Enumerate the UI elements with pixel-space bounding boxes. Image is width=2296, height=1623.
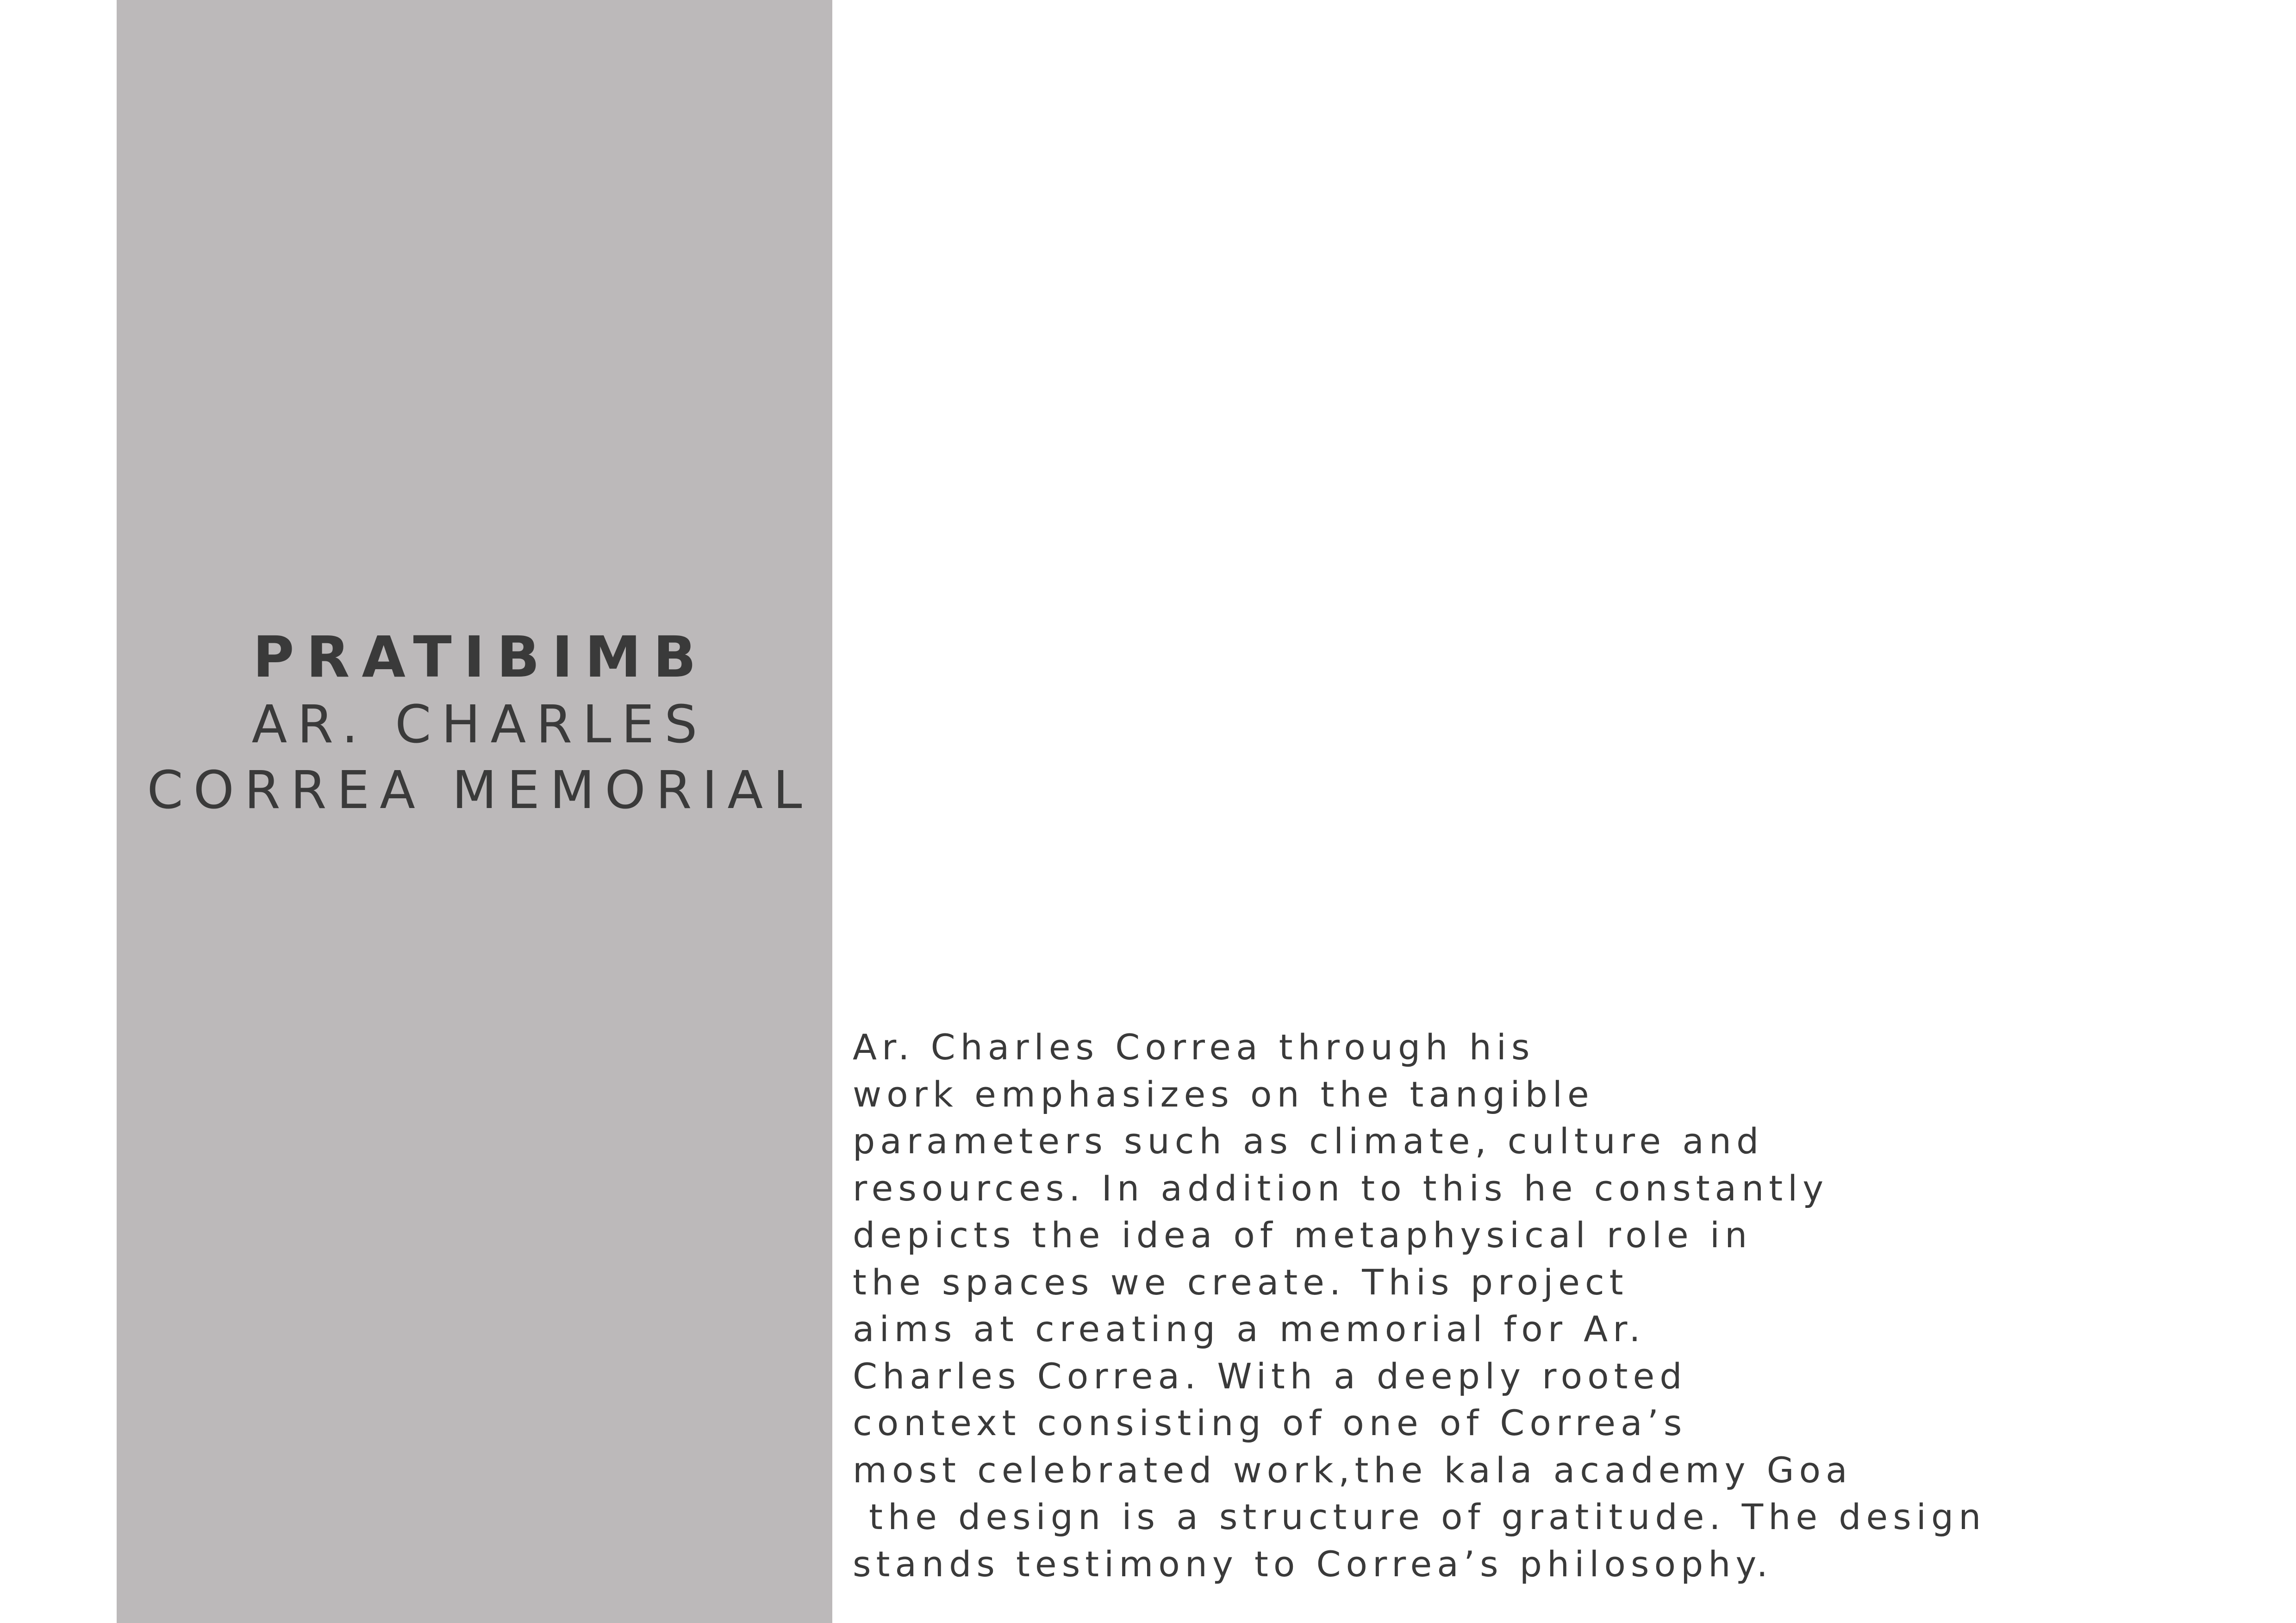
title-block (117, 622, 832, 823)
description-line: resources. In addition to this he constantly (853, 1167, 1829, 1209)
project-description (853, 1024, 2195, 1587)
subtitle-line-2: CORREA MEMORIAL (147, 760, 812, 821)
description-line: stands testimony to Correa’s philosophy. (853, 1543, 1773, 1585)
description-line: context consisting of one of Correa’s (853, 1402, 1687, 1443)
description-line: parameters such as climate, culture and (853, 1120, 1764, 1162)
description-line: most celebrated work,the kala academy Goa (853, 1449, 1853, 1491)
project-title: PRATIBIMB (253, 624, 708, 690)
description-line: depicts the idea of metaphysical role in (853, 1214, 1753, 1256)
description-line: aims at creating a memorial for Ar. (853, 1308, 1646, 1349)
description-line: the spaces we create. This project (853, 1261, 1628, 1303)
description-line: work emphasizes on the tangible (853, 1073, 1594, 1115)
description-line: Ar. Charles Correa through his (853, 1026, 1535, 1068)
subtitle-line-1: AR. CHARLES (251, 695, 708, 755)
description-line: Charles Correa. With a deeply rooted (853, 1355, 1687, 1397)
description-line: the design is a structure of gratitude. The design (853, 1496, 1986, 1537)
side-panel (117, 0, 832, 1623)
